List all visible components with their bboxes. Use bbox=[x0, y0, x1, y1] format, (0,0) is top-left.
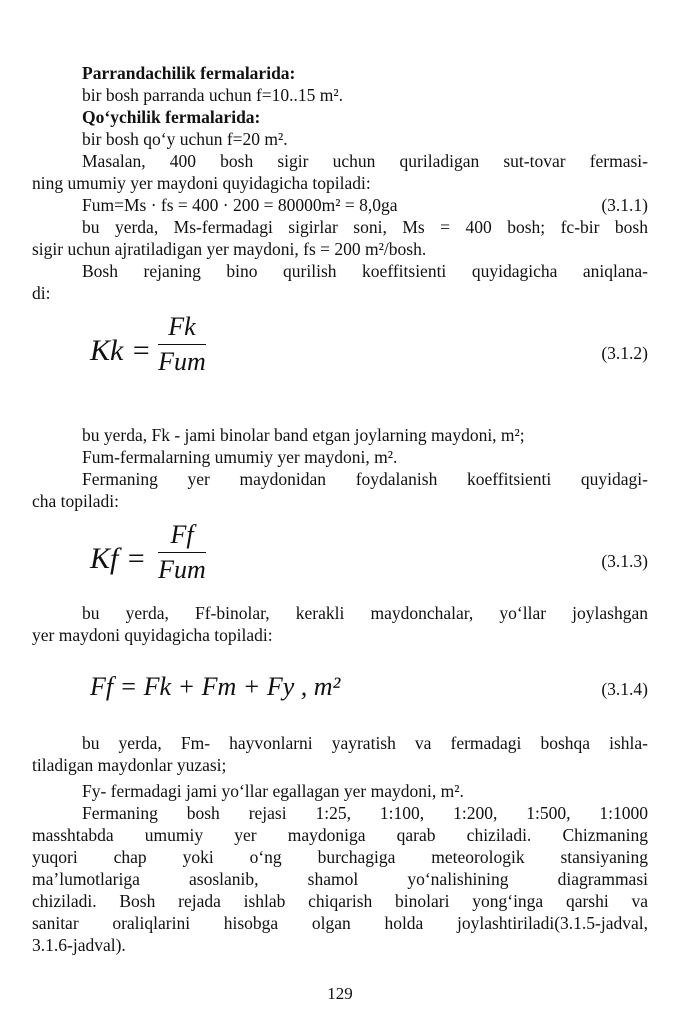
text-line: Fy- fermadagi jami yo‘llar egallagan yer maydoni, m². bbox=[82, 781, 464, 801]
text-line: ma’lumotlariga asoslanib, shamol yo‘nalishining diagrammasi bbox=[32, 869, 648, 889]
equation-3-1-3 bbox=[32, 520, 648, 610]
fraction-denominator: Fum bbox=[158, 555, 206, 584]
text-line: ning umumiy yer maydoni quyidagicha topiladi: bbox=[32, 173, 371, 193]
text-line: 3.1.6-jadval). bbox=[32, 935, 126, 955]
text-line: bu yerda, Ff-binolar, kerakli maydonchalar, yo‘llar joylashgan bbox=[82, 603, 648, 623]
text-line: Bosh rejaning bino qurilish koeffitsienti quyidagicha aniqlana- bbox=[82, 261, 648, 281]
equation-number: (3.1.2) bbox=[601, 343, 648, 363]
fraction-bar bbox=[158, 344, 206, 345]
fraction bbox=[158, 520, 206, 585]
text-line: chiziladi. Bosh rejada ishlab chiqarish binolari yong‘inga qarshi va bbox=[32, 891, 648, 911]
text-line: sanitar oraliqlarini hisobga olgan holda joylashtiriladi(3.1.5-jadval, bbox=[32, 913, 648, 933]
text-line: yuqori chap yoki o‘ng burchagiga meteorologik stansiyaning bbox=[32, 847, 648, 867]
equation-body: Ff = Fk + Fm + Fy , m² bbox=[90, 672, 341, 701]
equation-number: (3.1.1) bbox=[601, 195, 648, 215]
text-line: bir bosh qo‘y uchun f=20 m². bbox=[82, 129, 288, 149]
text-line: bu yerda, Fm- hayvonlarni yayratish va fermadagi boshqa ishla- bbox=[82, 733, 648, 753]
text-line: Fermaning bosh rejasi 1:25, 1:100, 1:200, 1:500, 1:1000 bbox=[82, 803, 648, 823]
text-line: masshtabda umumiy yer maydoniga qarab chiziladi. Chizmaning bbox=[32, 825, 648, 845]
text-line: sigir uchun ajratiladigan yer maydoni, fs = 200 m²/bosh. bbox=[32, 239, 427, 259]
text-line: Fum-fermalarning umumiy yer maydoni, m². bbox=[82, 447, 398, 467]
text-line: bu yerda, Fk - jami binolar band etgan joylarning maydoni, m²; bbox=[82, 425, 525, 445]
equation-number: (3.1.4) bbox=[601, 679, 648, 699]
fraction-numerator: Ff bbox=[170, 520, 194, 549]
heading-sheep: Qo‘ychilik fermalarida: bbox=[82, 107, 261, 127]
text-line: Masalan, 400 bosh sigir uchun quriladigan sut-tovar fermasi- bbox=[82, 151, 648, 171]
equation-text: Fum=Ms · fs = 400 · 200 = 80000m² = 8,0ga bbox=[82, 195, 398, 215]
equation-lhs: Kf = bbox=[90, 542, 147, 575]
fraction-bar bbox=[158, 552, 206, 553]
text-line: Fermaning yer maydonidan foydalanish koeffitsienti quyidagi- bbox=[82, 469, 648, 489]
equation-3-1-4 bbox=[32, 668, 648, 708]
equation-number: (3.1.3) bbox=[601, 551, 648, 571]
equation-lhs: Kk = bbox=[90, 334, 152, 367]
equation-3-1-2 bbox=[32, 312, 648, 402]
text-line: bir bosh parranda uchun f=10..15 m². bbox=[82, 85, 344, 105]
heading-poultry: Parrandachilik fermalarida: bbox=[82, 63, 296, 83]
fraction bbox=[158, 312, 206, 377]
text-line: bu yerda, Ms-fermadagi sigirlar soni, Ms = 400 bosh; fc-bir bosh bbox=[82, 217, 648, 237]
text-line: yer maydoni quyidagicha topiladi: bbox=[32, 625, 273, 645]
equation-3-1-1 bbox=[82, 194, 648, 216]
fraction-numerator: Fk bbox=[168, 312, 196, 341]
text-line: tiladigan maydonlar yuzasi; bbox=[32, 755, 227, 775]
text-line: di: bbox=[32, 283, 51, 303]
fraction-denominator: Fum bbox=[158, 347, 206, 376]
page-number: 129 bbox=[327, 984, 353, 1003]
text-line: cha topiladi: bbox=[32, 491, 119, 511]
